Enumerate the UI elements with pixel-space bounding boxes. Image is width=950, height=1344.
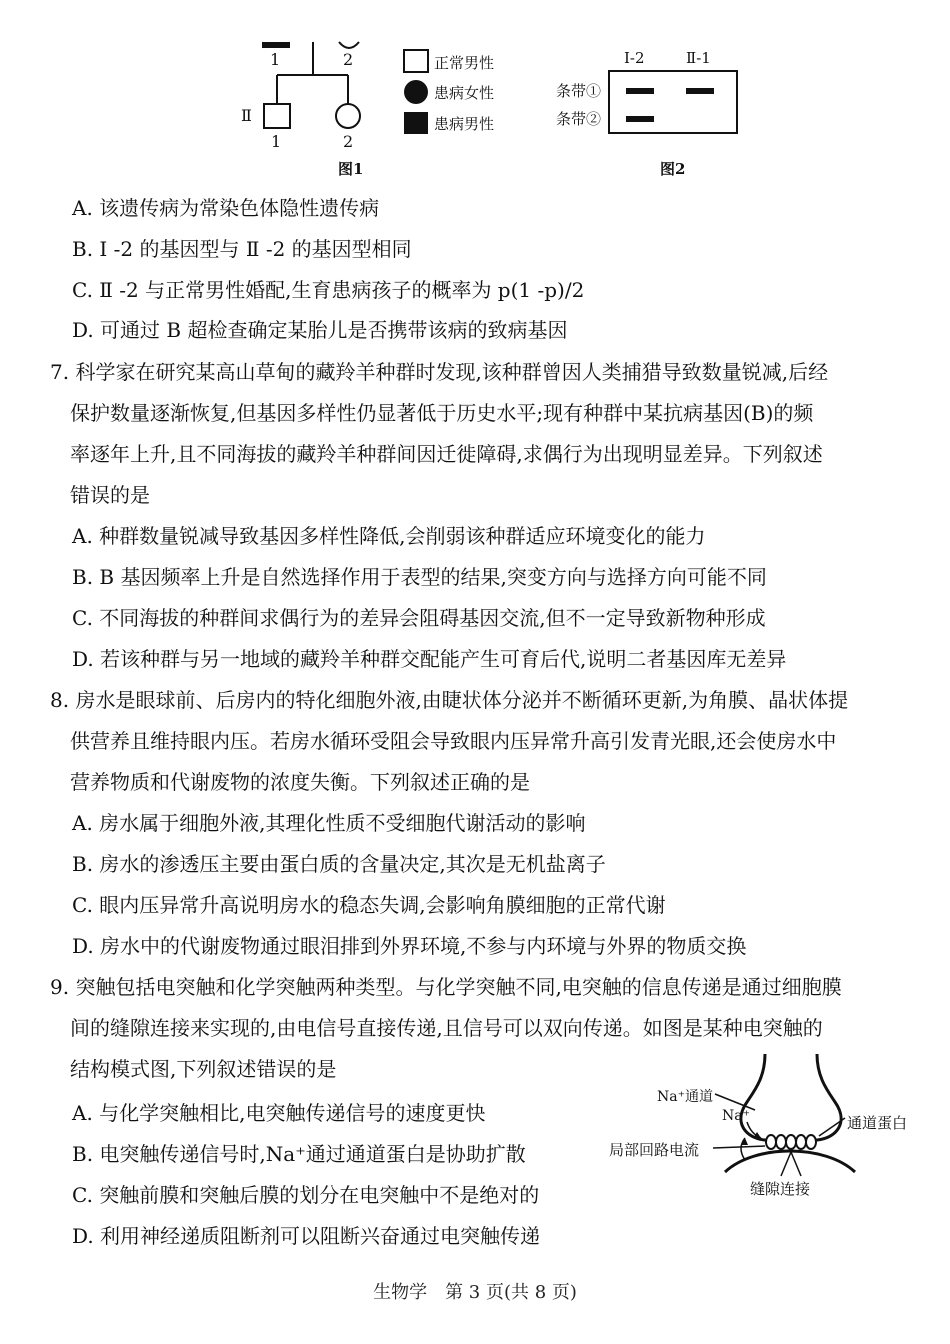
gel-box xyxy=(608,70,738,134)
figure-1-caption: 图1 xyxy=(338,160,364,178)
q8-stem-line-2: 供营养且维持眼内压。若房水循环受阻会导致眼内压异常升高引发青光眼,还会使房水中 xyxy=(70,729,837,753)
legend-normal-male-symbol xyxy=(404,50,428,72)
q7-stem-line-3: 率逐年上升,且不同海拔的藏羚羊种群间因迁徙障碍,求偶行为出现明显差异。下列叙述 xyxy=(70,442,823,466)
q7-option-c: C. 不同海拔的种群间求偶行为的差异会阻碍基因交流,但不一定导致新物种形成 xyxy=(72,606,766,630)
legend-affected-female: 患病女性 xyxy=(434,84,495,102)
q8-stem-line-1: 8. 房水是眼球前、后房内的特化细胞外液,由睫状体分泌并不断循环更新,为角膜、晶状体提 xyxy=(50,688,849,712)
local-current-pointer xyxy=(713,1146,765,1148)
q6-option-a: A. 该遗传病为常染色体隐性遗传病 xyxy=(72,196,380,220)
ind-II1-label: 1 xyxy=(271,132,282,151)
q9-option-c: C. 突触前膜和突触后膜的划分在电突触中不是绝对的 xyxy=(72,1183,540,1207)
gap-junction-pointer-right xyxy=(791,1152,801,1176)
q9-stem-line-2: 间的缝隙连接来实现的,由电信号直接传递,且信号可以双向传递。如图是某种电突触的 xyxy=(70,1016,823,1040)
presynaptic-terminal xyxy=(741,1054,841,1140)
legend-affected-male: 患病男性 xyxy=(434,115,495,133)
q9-option-d: D. 利用神经递质阻断剂可以阻断兴奋通过电突触传递 xyxy=(72,1224,541,1248)
electrical-synapse-figure xyxy=(605,1052,925,1212)
ind-II2-label: 2 xyxy=(343,132,354,151)
generation-II-label: Ⅱ xyxy=(241,106,252,125)
q8-option-b: B. 房水的渗透压主要由蛋白质的含量决定,其次是无机盐离子 xyxy=(72,852,606,876)
q8-option-c: C. 眼内压异常升高说明房水的稳态失调,会影响角膜细胞的正常代谢 xyxy=(72,893,666,917)
q7-stem-line-2: 保护数量逐渐恢复,但基因多样性仍显著低于历史水平;现有种群中某抗病基因(B)的频 xyxy=(70,401,814,425)
legend-affected-male-symbol xyxy=(404,112,428,134)
gap-junction-pointer-left xyxy=(781,1152,791,1176)
lane-II1-label: Ⅱ-1 xyxy=(686,49,711,67)
band-2-lane-I2 xyxy=(626,116,654,122)
pedigree-legend xyxy=(402,48,522,144)
ind-I1-label: 1 xyxy=(270,50,281,69)
q8-option-d: D. 房水中的代谢废物通过眼泪排到外界环境,不参与内环境与外界的物质交换 xyxy=(72,934,747,958)
figure-2-caption: 图2 xyxy=(660,160,686,178)
q9-option-b: B. 电突触传递信号时,Na⁺通过通道蛋白是协助扩散 xyxy=(72,1142,526,1166)
label-local-current: 局部回路电流 xyxy=(609,1141,700,1159)
q9-stem-line-3: 结构模式图,下列叙述错误的是 xyxy=(70,1057,337,1081)
q6-option-d: D. 可通过 B 超检查确定某胎儿是否携带该病的致病基因 xyxy=(72,318,568,342)
affected-male-I1-symbol xyxy=(262,42,290,48)
q9-option-a: A. 与化学突触相比,电突触传递信号的速度更快 xyxy=(72,1101,486,1125)
label-channel-protein: 通道蛋白 xyxy=(847,1114,908,1132)
legend-normal-male: 正常男性 xyxy=(434,54,495,72)
q6-option-b: B. Ⅰ -2 的基因型与 Ⅱ -2 的基因型相同 xyxy=(72,237,412,261)
label-gap-junction: 缝隙连接 xyxy=(750,1180,811,1198)
legend-affected-female-symbol xyxy=(404,80,428,104)
lane-I2-label: Ⅰ-2 xyxy=(624,49,645,67)
q7-option-b: B. B 基因频率上升是自然选择作用于表型的结果,突变方向与选择方向可能不同 xyxy=(72,565,767,589)
normal-male-II1-symbol xyxy=(264,104,290,128)
q7-option-a: A. 种群数量锐减导致基因多样性降低,会削弱该种群适应环境变化的能力 xyxy=(72,524,706,548)
q7-stem-line-4: 错误的是 xyxy=(70,483,150,507)
band-1-label: 条带① xyxy=(556,82,602,100)
label-na-ion: Na⁺ xyxy=(722,1108,750,1124)
ind-I2-label: 2 xyxy=(343,50,354,69)
q8-stem-line-3: 营养物质和代谢废物的浓度失衡。下列叙述正确的是 xyxy=(70,770,530,794)
figure-2-bands xyxy=(552,46,742,141)
band-1-lane-II1 xyxy=(686,88,714,94)
q7-stem-line-1: 7. 科学家在研究某高山草甸的藏羚羊种群时发现,该种群曾因人类捕猎导致数量锐减,后经 xyxy=(50,360,829,384)
q9-stem-line-1: 9. 突触包括电突触和化学突触两种类型。与化学突触不同,电突触的信息传递是通过细胞膜 xyxy=(50,975,842,999)
female-I2-symbol xyxy=(339,42,359,48)
band-2-label: 条带② xyxy=(556,110,602,128)
band-1-lane-I2 xyxy=(626,88,654,94)
page-footer: 生物学 第 3 页(共 8 页) xyxy=(373,1282,577,1303)
q7-option-d: D. 若该种群与另一地域的藏羚羊种群交配能产生可育后代,说明二者基因库无差异 xyxy=(72,647,787,671)
normal-female-II2-symbol xyxy=(336,104,360,128)
gap-junction-channels xyxy=(766,1135,816,1149)
q6-option-c: C. Ⅱ -2 与正常男性婚配,生育患病孩子的概率为 p(1 -p)/2 xyxy=(72,278,585,302)
label-na-channel: Na⁺通道 xyxy=(657,1089,713,1105)
q8-option-a: A. 房水属于细胞外液,其理化性质不受细胞代谢活动的影响 xyxy=(72,811,586,835)
